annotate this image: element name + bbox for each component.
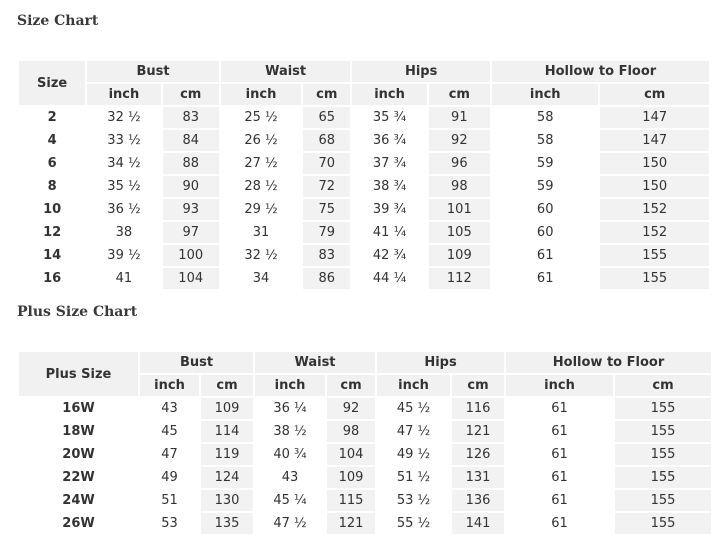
bust-inch-cell: 32 ½ [87, 107, 160, 128]
bust-inch-cell: 53 [140, 513, 199, 534]
plus-hips-cm-header: cm [452, 375, 504, 396]
hips-inch-cell: 53 ½ [377, 490, 450, 511]
plus-hips-inch-header: inch [377, 375, 450, 396]
hollow-cm-cell: 155 [615, 467, 711, 488]
hips-cm-cell: 109 [429, 245, 490, 266]
table-row [19, 107, 709, 128]
waist-inch-cell: 36 ¼ [255, 398, 325, 419]
hollow-inch-cell: 61 [506, 444, 613, 465]
waist-cm-cell: 98 [327, 421, 375, 442]
hollow-cm-cell: 155 [615, 490, 711, 511]
hollow-to-floor-header: Hollow to Floor [492, 61, 709, 82]
bust-inch-cell: 35 ½ [87, 176, 160, 197]
hips-inch-cell: 36 ¾ [352, 130, 426, 151]
size-label: 22W [19, 467, 138, 488]
waist-inch-cell: 27 ½ [221, 153, 301, 174]
hips-cm-cell: 136 [452, 490, 504, 511]
bust-inch-cell: 33 ½ [87, 130, 160, 151]
bust-header: Bust [87, 61, 219, 82]
bust-cm-cell: 100 [163, 245, 219, 266]
waist-inch-cell: 29 ½ [221, 199, 301, 220]
table-row [19, 490, 711, 511]
hollow-inch-cell: 60 [492, 199, 598, 220]
bust-inch-cell: 47 [140, 444, 199, 465]
plus-size-chart-table [17, 350, 713, 536]
plus-bust-cm-header: cm [201, 375, 253, 396]
size-label: 20W [19, 444, 138, 465]
size-label: 4 [19, 130, 85, 151]
waist-cm-cell: 72 [303, 176, 350, 197]
hips-inch-cell: 51 ½ [377, 467, 450, 488]
hollow-cm-cell: 147 [600, 130, 709, 151]
table-row [19, 130, 709, 151]
plus-bust-inch-header: inch [140, 375, 199, 396]
hollow-inch-cell: 61 [492, 268, 598, 289]
table-row [19, 222, 709, 243]
waist-cm-cell: 92 [327, 398, 375, 419]
bust-cm-cell: 114 [201, 421, 253, 442]
waist-cm-cell: 109 [327, 467, 375, 488]
hips-header: Hips [352, 61, 490, 82]
hollow-cm-header: cm [600, 84, 709, 105]
bust-cm-cell: 93 [163, 199, 219, 220]
waist-inch-cell: 34 [221, 268, 301, 289]
bust-inch-cell: 45 [140, 421, 199, 442]
hips-cm-cell: 92 [429, 130, 490, 151]
bust-inch-cell: 36 ½ [87, 199, 160, 220]
waist-inch-cell: 45 ¼ [255, 490, 325, 511]
hips-inch-cell: 39 ¾ [352, 199, 426, 220]
hollow-inch-cell: 61 [506, 467, 613, 488]
hips-inch-cell: 49 ½ [377, 444, 450, 465]
table-row [19, 268, 709, 289]
table-row [19, 199, 709, 220]
waist-header: Waist [221, 61, 351, 82]
plus-hollow-to-floor-header: Hollow to Floor [506, 352, 711, 373]
hips-inch-cell: 47 ½ [377, 421, 450, 442]
size-label: 26W [19, 513, 138, 534]
table-row [19, 444, 711, 465]
waist-cm-cell: 115 [327, 490, 375, 511]
hollow-inch-cell: 60 [492, 222, 598, 243]
hollow-cm-cell: 152 [600, 222, 709, 243]
waist-cm-cell: 79 [303, 222, 350, 243]
plus-waist-cm-header: cm [327, 375, 375, 396]
hollow-cm-cell: 155 [615, 513, 711, 534]
hips-inch-cell: 37 ¾ [352, 153, 426, 174]
bust-cm-cell: 97 [163, 222, 219, 243]
waist-inch-cell: 38 ½ [255, 421, 325, 442]
waist-cm-cell: 86 [303, 268, 350, 289]
table-row [19, 421, 711, 442]
bust-inch-cell: 43 [140, 398, 199, 419]
hips-inch-cell: 35 ¾ [352, 107, 426, 128]
waist-cm-cell: 104 [327, 444, 375, 465]
table-row [19, 245, 709, 266]
size-label: 2 [19, 107, 85, 128]
plus-hollow-inch-header: inch [506, 375, 613, 396]
table-row [19, 398, 711, 419]
hollow-inch-cell: 59 [492, 176, 598, 197]
hips-cm-cell: 105 [429, 222, 490, 243]
hips-cm-cell: 112 [429, 268, 490, 289]
hips-inch-cell: 42 ¾ [352, 245, 426, 266]
bust-cm-cell: 104 [163, 268, 219, 289]
hips-cm-cell: 126 [452, 444, 504, 465]
waist-cm-cell: 68 [303, 130, 350, 151]
hollow-cm-cell: 152 [600, 199, 709, 220]
hips-inch-cell: 38 ¾ [352, 176, 426, 197]
waist-inch-cell: 26 ½ [221, 130, 301, 151]
hollow-inch-cell: 61 [506, 421, 613, 442]
bust-cm-header: cm [163, 84, 219, 105]
bust-inch-cell: 51 [140, 490, 199, 511]
waist-cm-header: cm [303, 84, 350, 105]
waist-inch-cell: 28 ½ [221, 176, 301, 197]
hollow-cm-cell: 155 [600, 245, 709, 266]
bust-cm-cell: 119 [201, 444, 253, 465]
hips-inch-cell: 55 ½ [377, 513, 450, 534]
waist-inch-cell: 47 ½ [255, 513, 325, 534]
size-label: 24W [19, 490, 138, 511]
hips-inch-cell: 44 ¼ [352, 268, 426, 289]
hollow-inch-cell: 61 [506, 490, 613, 511]
hips-cm-cell: 98 [429, 176, 490, 197]
bust-cm-cell: 90 [163, 176, 219, 197]
size-label: 18W [19, 421, 138, 442]
hollow-cm-cell: 150 [600, 176, 709, 197]
size-chart-group-header-row [19, 61, 709, 82]
waist-cm-cell: 83 [303, 245, 350, 266]
hollow-inch-cell: 61 [492, 245, 598, 266]
bust-inch-cell: 34 ½ [87, 153, 160, 174]
bust-inch-cell: 49 [140, 467, 199, 488]
hips-cm-cell: 96 [429, 153, 490, 174]
size-label: 14 [19, 245, 85, 266]
hips-inch-cell: 41 ¼ [352, 222, 426, 243]
hips-cm-cell: 141 [452, 513, 504, 534]
hips-inch-cell: 45 ½ [377, 398, 450, 419]
hollow-cm-cell: 150 [600, 153, 709, 174]
size-label: 10 [19, 199, 85, 220]
hollow-inch-cell: 59 [492, 153, 598, 174]
waist-cm-cell: 65 [303, 107, 350, 128]
hollow-inch-cell: 61 [506, 398, 613, 419]
hollow-cm-cell: 155 [600, 268, 709, 289]
hips-cm-header: cm [429, 84, 490, 105]
size-chart-unit-header-row [19, 84, 709, 105]
hollow-cm-cell: 155 [615, 398, 711, 419]
size-label: 16 [19, 268, 85, 289]
bust-cm-cell: 84 [163, 130, 219, 151]
hips-cm-cell: 101 [429, 199, 490, 220]
plus-waist-inch-header: inch [255, 375, 325, 396]
waist-cm-cell: 75 [303, 199, 350, 220]
table-row [19, 467, 711, 488]
bust-inch-cell: 38 [87, 222, 160, 243]
plus-chart-group-header-row [19, 352, 711, 373]
hollow-inch-cell: 58 [492, 130, 598, 151]
size-label: 8 [19, 176, 85, 197]
hollow-inch-cell: 61 [506, 513, 613, 534]
waist-inch-cell: 32 ½ [221, 245, 301, 266]
size-chart-table [17, 59, 711, 291]
table-row [19, 513, 711, 534]
bust-inch-cell: 41 [87, 268, 160, 289]
plus-size-chart-title: Plus Size Chart [17, 304, 138, 320]
hips-cm-cell: 131 [452, 467, 504, 488]
plus-hollow-cm-header: cm [615, 375, 711, 396]
waist-inch-cell: 31 [221, 222, 301, 243]
size-label: 12 [19, 222, 85, 243]
plus-waist-header: Waist [255, 352, 375, 373]
hips-cm-cell: 121 [452, 421, 504, 442]
plus-size-column-header: Plus Size [19, 352, 138, 396]
bust-cm-cell: 109 [201, 398, 253, 419]
hollow-inch-header: inch [492, 84, 598, 105]
bust-cm-cell: 130 [201, 490, 253, 511]
hips-cm-cell: 91 [429, 107, 490, 128]
waist-inch-cell: 43 [255, 467, 325, 488]
waist-inch-header: inch [221, 84, 301, 105]
waist-cm-cell: 70 [303, 153, 350, 174]
size-chart-title: Size Chart [17, 13, 99, 29]
hollow-cm-cell: 147 [600, 107, 709, 128]
bust-inch-header: inch [87, 84, 160, 105]
plus-hips-header: Hips [377, 352, 504, 373]
size-column-header: Size [19, 61, 85, 105]
table-row [19, 153, 709, 174]
size-label: 6 [19, 153, 85, 174]
waist-inch-cell: 25 ½ [221, 107, 301, 128]
size-label: 16W [19, 398, 138, 419]
hips-inch-header: inch [352, 84, 426, 105]
hollow-inch-cell: 58 [492, 107, 598, 128]
bust-cm-cell: 83 [163, 107, 219, 128]
plus-bust-header: Bust [140, 352, 253, 373]
hollow-cm-cell: 155 [615, 421, 711, 442]
hollow-cm-cell: 155 [615, 444, 711, 465]
bust-cm-cell: 88 [163, 153, 219, 174]
waist-cm-cell: 121 [327, 513, 375, 534]
bust-cm-cell: 135 [201, 513, 253, 534]
hips-cm-cell: 116 [452, 398, 504, 419]
table-row [19, 176, 709, 197]
bust-cm-cell: 124 [201, 467, 253, 488]
waist-inch-cell: 40 ¾ [255, 444, 325, 465]
bust-inch-cell: 39 ½ [87, 245, 160, 266]
